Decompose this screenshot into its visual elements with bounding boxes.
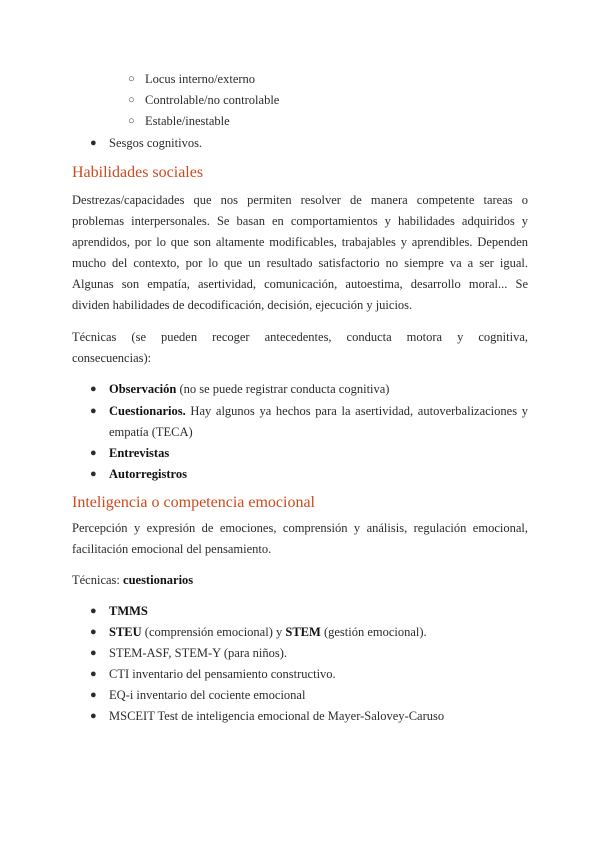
- term-cuestionarios: Cuestionarios.: [109, 404, 186, 418]
- bullet-icon: ●: [90, 447, 97, 459]
- term-description: (no se puede registrar conducta cognitiva): [176, 382, 390, 396]
- list-item: Estable/inestable: [145, 114, 230, 128]
- bullet-icon: ●: [90, 626, 97, 638]
- list-item: [109, 379, 389, 400]
- bullet-icon: ●: [90, 383, 97, 395]
- paragraph-line: aprendidos, por lo que son altamente modificables, trabajables y aprendibles. Dependen: [72, 235, 528, 249]
- paragraph-line: Técnicas (se pueden recoger antecedentes, conducta motora y cognitiva,: [72, 330, 528, 344]
- paragraph-line: consecuencias):: [72, 351, 152, 365]
- term-description: Hay algunos ya hechos para la asertividad, autoverbalizaciones y: [185, 404, 528, 418]
- list-item: [109, 622, 427, 643]
- list-item: EQ-i inventario del cociente emocional: [109, 688, 306, 702]
- bullet-icon: ●: [90, 468, 97, 480]
- list-item: MSCEIT Test de inteligencia emocional de Mayer-Salovey-Caruso: [109, 709, 445, 723]
- bullet-icon: ●: [90, 605, 97, 617]
- tecnicas-label: Técnicas:: [72, 573, 124, 587]
- section-heading-inteligencia: Inteligencia o competencia emocional: [72, 494, 315, 511]
- list-item: CTI inventario del pensamiento constructivo.: [109, 667, 336, 681]
- section-heading-habilidades: Habilidades sociales: [72, 164, 204, 181]
- list-item: STEM-ASF, STEM-Y (para niños).: [109, 646, 288, 660]
- term-stem: STEM: [285, 625, 321, 639]
- bullet-icon: ●: [90, 668, 97, 680]
- list-item: [109, 443, 169, 464]
- list-item: Locus interno/externo: [145, 72, 256, 86]
- paragraph-line: Percepción y expresión de emociones, comprensión y análisis, regulación emocional,: [72, 521, 528, 535]
- paragraph-line: Algunas son empatía, asertividad, comunicación, autoestima, desarrollo moral... Se: [72, 277, 528, 291]
- term-entrevistas: Entrevistas: [109, 446, 170, 460]
- term-description: (comprensión emocional) y: [141, 625, 286, 639]
- hollow-bullet-icon: ○: [128, 115, 135, 127]
- term-cuestionarios: cuestionarios: [123, 573, 194, 587]
- list-item: Controlable/no controlable: [145, 93, 280, 107]
- paragraph-line: facilitación emocional del pensamiento.: [72, 542, 272, 556]
- list-item: [109, 464, 187, 485]
- paragraph-line: problemas interpersonales. Se basan en comportamientos y habilidades adquiridos y: [72, 214, 528, 228]
- term-steu: STEU: [109, 625, 142, 639]
- hollow-bullet-icon: ○: [128, 73, 135, 85]
- term-description: (gestión emocional).: [320, 625, 427, 639]
- list-item: [109, 401, 528, 422]
- term-observacion: Observación: [109, 382, 177, 396]
- list-item-continuation: empatía (TECA): [109, 425, 193, 439]
- list-item: Sesgos cognitivos.: [109, 136, 203, 150]
- bullet-icon: ●: [90, 689, 97, 701]
- term-autorregistros: Autorregistros: [109, 467, 187, 481]
- paragraph-line: dividen habilidades de decodificación, decisión, ejecución y juicios.: [72, 298, 413, 312]
- bullet-icon: ●: [90, 710, 97, 722]
- paragraph-line: [72, 570, 528, 591]
- hollow-bullet-icon: ○: [128, 94, 135, 106]
- paragraph-line: Destrezas/capacidades que nos permiten resolver de manera competente tareas o: [72, 193, 528, 207]
- bullet-icon: ●: [90, 647, 97, 659]
- paragraph-line: mucho del contexto, por lo que un resultado satisfactorio no siempre va a ser igual.: [72, 256, 528, 270]
- list-item: [109, 601, 148, 622]
- bullet-icon: ●: [90, 137, 97, 149]
- term-tmms: TMMS: [109, 604, 148, 618]
- bullet-icon: ●: [90, 405, 97, 417]
